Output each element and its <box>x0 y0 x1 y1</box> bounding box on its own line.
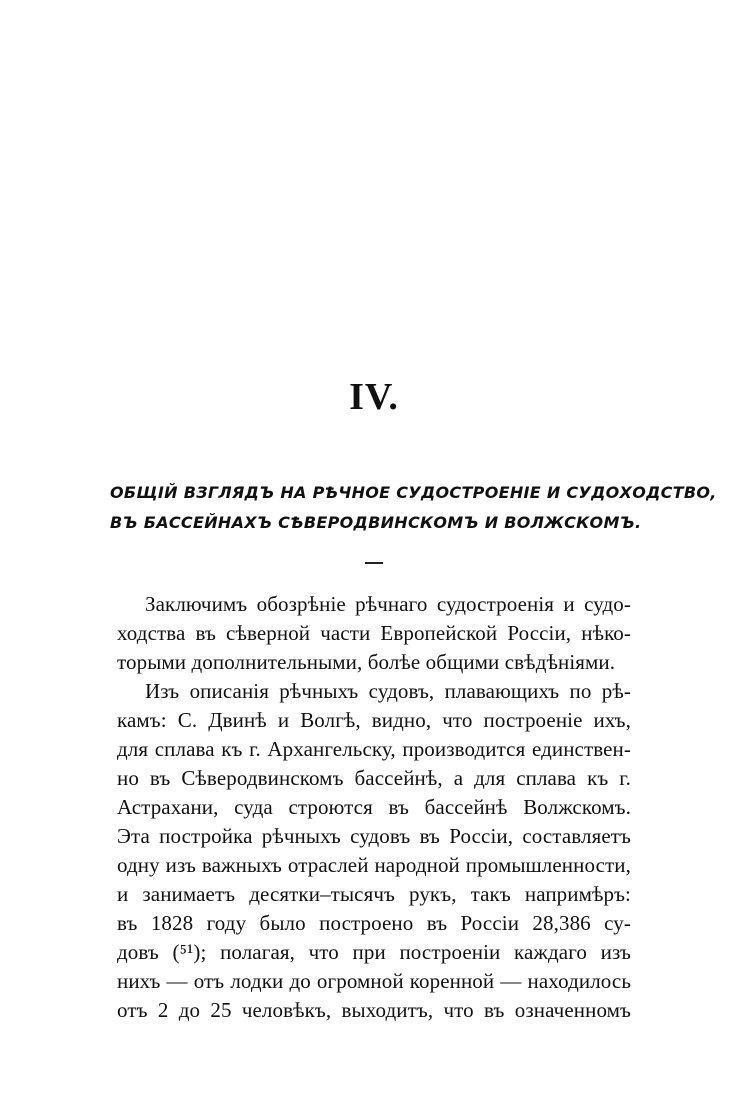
text-line: нихъ — отъ лодки до огромной коренной — находилось <box>117 969 631 993</box>
text-line: отъ 2 до 25 человѣкъ, выходитъ, что въ означенномъ <box>117 998 631 1022</box>
text-line: одну изъ важныхъ отраслей народной промышленности, <box>117 853 631 877</box>
chapter-title-line: ВЪ БАССЕЙНАХЪ СѢВЕРОДВИНСКОМЪ И ВОЛЖСКОМЪ. <box>110 513 642 532</box>
text-line: торыми дополнительными, болѣе общими свѣдѣніями. <box>117 650 616 674</box>
text-line: для сплава къ г. Архангельску, производится единствен- <box>117 737 631 761</box>
text-line: Эта постройка рѣчныхъ судовъ въ Россіи, составляетъ <box>117 824 631 848</box>
chapter-title <box>110 478 717 538</box>
title-separator-rule <box>365 562 383 564</box>
text-line: довъ (⁵¹); полагая, что при построеніи каждаго изъ <box>117 940 631 964</box>
text-line: камъ: С. Двинѣ и Волгѣ, видно, что построеніе ихъ, <box>117 708 631 732</box>
text-line: но въ Сѣверодвинскомъ бассейнѣ, а для сплава къ г. <box>117 766 631 790</box>
text-line: Изъ описанія рѣчныхъ судовъ, плавающихъ по рѣ- <box>145 679 631 703</box>
chapter-numeral: IV. <box>349 376 399 418</box>
text-line: Заключимъ обозрѣніе рѣчнаго судостроенія и судо- <box>145 592 631 616</box>
body-text <box>117 590 631 1025</box>
text-line: и занимаетъ десятки–тысячъ рукъ, такъ напримѣръ: <box>117 882 631 906</box>
chapter-title-line: ОБЩІЙ ВЗГЛЯДЪ НА РѢЧНОЕ СУДОСТРОЕНІЕ И СУДОХОДСТВО, <box>110 483 717 502</box>
text-line: Астрахани, суда строются въ бассейнѣ Волжскомъ. <box>117 795 631 819</box>
text-line: въ 1828 году было построено въ Россіи 28,386 су- <box>117 911 631 935</box>
text-line: ходства въ сѣверной части Европейской Россіи, нѣко- <box>117 621 631 645</box>
